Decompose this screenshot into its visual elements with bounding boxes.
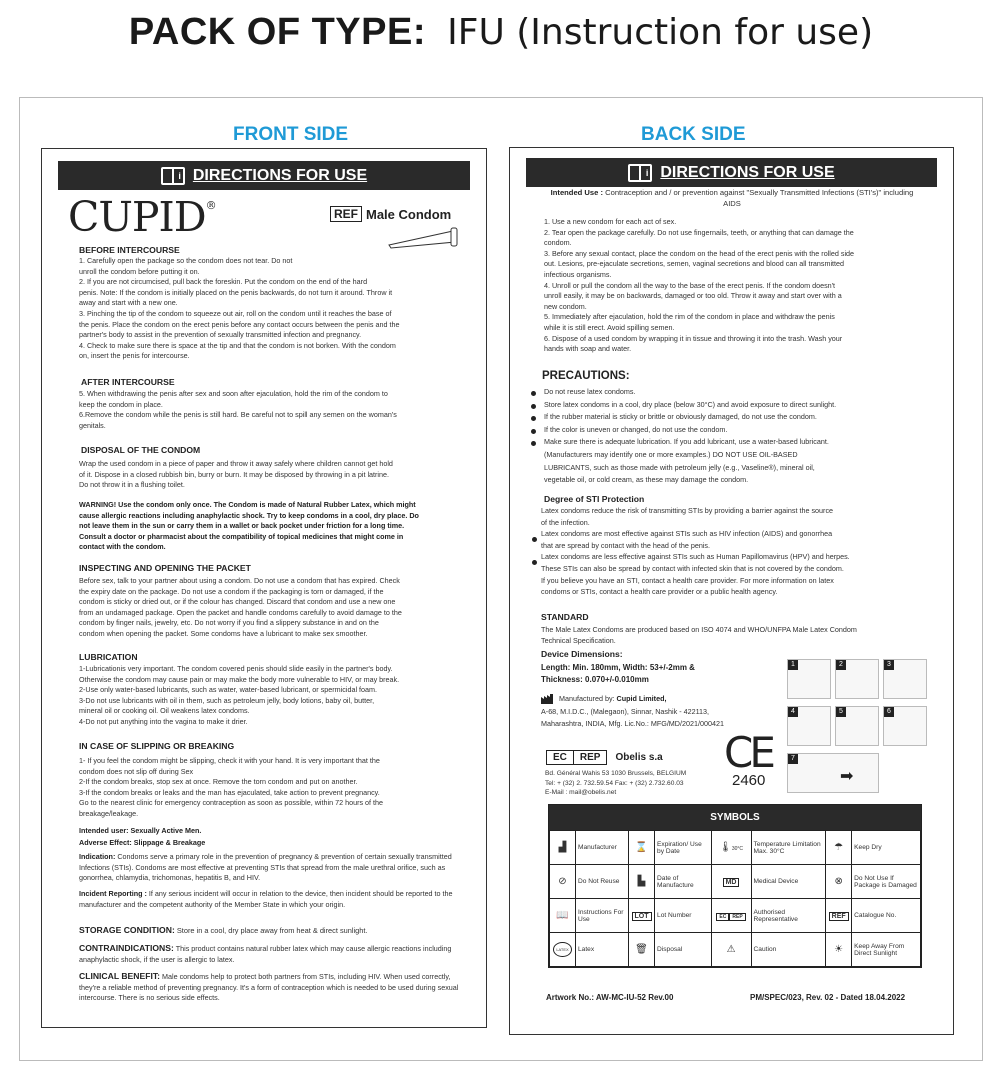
catalogue-icon	[826, 899, 852, 933]
slipping-heading: IN CASE OF SLIPPING OR BREAKING	[79, 741, 235, 751]
mfr-label: Manufactured by:	[559, 694, 615, 703]
step-figure-number: 2	[836, 660, 846, 670]
book-icon: i	[161, 167, 185, 185]
usage-steps	[544, 217, 854, 355]
ec-box: EC	[546, 750, 574, 765]
text-line: 1. Use a new condom for each act of sex.	[544, 217, 677, 226]
text-line: 1- If you feel the condom might be slipping, check it with your hand. It is very important that the	[79, 756, 380, 765]
indication-label: Indication:	[79, 852, 116, 861]
text-line: Latex condoms are less effective against STIs such as Human Papillomavirus (HPV) and herpes.	[541, 552, 850, 562]
warning-text	[79, 500, 419, 553]
spec-number: PM/SPEC/023, Rev. 02 - Dated 18.04.2022	[750, 993, 906, 1002]
before-text	[79, 256, 399, 362]
text-line: 1-Lubricationis very important. The condom covered penis should slide easily in the partner's body.	[79, 664, 393, 673]
mfr-name: Cupid Limited,	[616, 694, 667, 703]
instructions-icon: 📖	[550, 899, 576, 933]
do-not-reuse-icon: ⊘	[550, 865, 576, 899]
bullet	[531, 391, 536, 396]
text-line: condom does not slip off during Sex	[79, 766, 194, 776]
ec-rep-name: Obelis s.a	[615, 752, 663, 763]
contra-label: CONTRAINDICATIONS:	[79, 943, 174, 953]
notified-body-number: 2460	[732, 772, 766, 789]
artwork-number: Artwork No.: AW-MC-IU-52 Rev.00	[546, 993, 674, 1002]
step-figure-6	[883, 706, 927, 746]
adverse-effect: Adverse Effect: Slippage & Breakage	[79, 838, 206, 847]
text-line: 2. Tear open the package carefully. Do not use fingernails, teeth, or anything that can damage the	[544, 227, 854, 237]
text-line: WARNING! Use the condom only once. The Condom is made of Natural Rubber Latex, which might	[79, 500, 416, 509]
text-line: If the rubber material is sticky or brittle or obviously damaged, do not use the condom.	[544, 412, 817, 422]
standard-heading: STANDARD	[541, 612, 589, 622]
disposal-text	[79, 459, 393, 491]
ref-code: REF	[829, 912, 849, 921]
front-panel	[41, 148, 487, 1028]
text-line: Latex condoms are most effective against STIs such as HIV infection (AIDS) and gonorrhea	[541, 529, 833, 539]
back-side-label: BACK SIDE	[641, 124, 746, 145]
symbols-grid	[549, 830, 921, 967]
step-figure-4	[787, 706, 831, 746]
benefit-label: CLINICAL BENEFIT:	[79, 971, 161, 981]
text-line: The Male Latex Condoms are produced based on ISO 4074 and WHO/UNFPA Male Latex Condom	[541, 625, 857, 634]
step-figure-number: 4	[788, 707, 798, 717]
incident-label: Incident Reporting :	[79, 889, 147, 898]
text-line: 2-If the condom breaks, stop sex at once. Remove the torn condom and put on another.	[79, 777, 358, 787]
step-figure-5	[835, 706, 879, 746]
brand-logo	[68, 193, 216, 241]
text-line: 5. When withdrawing the penis after sex and soon after ejaculation, hold the rim of the condom to	[79, 389, 388, 398]
medical-device-icon	[711, 865, 751, 899]
bullet	[531, 441, 536, 446]
text-line: 4. Unroll or pull the condom all the way to the base of the erect penis. If the condom doesn't	[544, 280, 836, 290]
text-line: 2-Use only water-based lubricants, such as water, water-based lubricant, or spermicidal foam.	[79, 685, 378, 695]
storage	[79, 925, 367, 937]
directions-title-back: DIRECTIONS FOR USE	[660, 163, 835, 181]
symbol-label: Instructions For Use	[576, 899, 629, 933]
symbol-label: Latex	[576, 933, 629, 967]
inspect-text	[79, 576, 402, 640]
text-line: Technical Specification.	[541, 635, 616, 645]
latex-icon	[550, 933, 576, 967]
manufacturer-line	[559, 694, 666, 705]
text-line: away and start with a new one.	[79, 298, 178, 308]
text-line: 3-If the condom breaks or leaks and the man has ejaculated, take action to prevent pregnancy.	[79, 787, 380, 797]
bullet	[531, 404, 536, 409]
text-line: (Manufacturers may identify one or more examples.) DO NOT USE OIL-BASED	[544, 449, 798, 459]
indication-text: Condoms serve a primary role in the prevention of pregnancy & prevention of certain sexually transmitted Infections (STIs). Condoms are most effective at preventing STIs that spread from the male urethral orifice, such as gonorrhea, chlamydia, trichomonas, hepatitis B, and HIV.	[79, 852, 452, 883]
text-line: that are spread by contact with the head of the penis.	[541, 540, 711, 550]
lot-icon	[629, 899, 655, 933]
bullet	[532, 560, 537, 565]
intended-user: Intended user: Sexually Active Men.	[79, 826, 202, 835]
ec-code: EC	[716, 913, 729, 921]
slipping-text	[79, 756, 383, 820]
back-panel	[509, 147, 954, 1035]
damaged-package-icon: ⊗	[826, 865, 852, 899]
text-line: condom.	[544, 238, 572, 248]
benefit-text: Male condoms help to protect both partners from STIs, including HIV. When used correctly, they're a reliable method of preventing pregnancy. It's a form of contraception which is needed to be used during sexual intercourse. There is no serious side effects.	[79, 972, 459, 1003]
mfr-address	[541, 706, 724, 730]
text-line: infectious organisms.	[544, 269, 612, 279]
text-line: Thickness: 0.070+/-0.010mm	[541, 675, 649, 684]
symbol-label: Do Not Reuse	[576, 865, 629, 899]
symbol-label: Date of Manufacture	[655, 865, 712, 899]
symbol-label: Temperature Limitation Max. 30°C	[751, 831, 826, 865]
symbol-label: Keep Dry	[852, 831, 921, 865]
text-line: while it is still erect. Avoid spilling semen.	[544, 322, 675, 332]
incident	[79, 889, 469, 910]
authorised-rep-icon	[711, 899, 751, 933]
caution-icon: ⚠	[711, 933, 751, 967]
text-line: genitals.	[79, 420, 106, 430]
step-figure-3	[883, 659, 927, 699]
text-line: condoms or STIs, contact a health care provider or a public health agency.	[541, 587, 778, 597]
disposal-heading: DISPOSAL OF THE CONDOM	[81, 445, 201, 455]
symbol-label: Disposal	[655, 933, 712, 967]
ref-label	[330, 206, 451, 222]
symbol-label: Expiration/ Use by Date	[655, 831, 712, 865]
text-line: E-Mail : mail@obelis.net	[545, 789, 617, 796]
text-line: hands with soap and water.	[544, 344, 632, 354]
text-line: the penis. Place the condom on the erect penis before any contact occurs between the penis and the	[79, 319, 400, 329]
symbol-label: Authorised Representative	[751, 899, 826, 933]
text-line: Do not reuse latex condoms.	[544, 387, 636, 396]
bullet	[531, 416, 536, 421]
precautions-heading: PRECAUTIONS:	[542, 370, 630, 382]
page-title	[0, 6, 1002, 59]
text-line: vegetable oil, or cold cream, as these may damage the condom.	[544, 475, 749, 485]
before-heading: BEFORE INTERCOURSE	[79, 245, 180, 255]
sti-heading: Degree of STI Protection	[544, 494, 645, 504]
dimensions-text	[541, 662, 695, 686]
text-line: Make sure there is adequate lubrication. If you add lubricant, use a water-based lubricant.	[544, 437, 829, 447]
intended-label: Intended Use :	[550, 188, 603, 197]
text-line: keep the condom in place.	[79, 399, 163, 409]
text-line: mineral oil or cooking oil. Oil weakens latex condoms.	[79, 706, 250, 716]
step-figure-number: 3	[884, 660, 894, 670]
disposal-icon: 🗑	[629, 933, 655, 967]
directions-bar	[58, 161, 470, 190]
text-line: Length: Min. 180mm, Width: 53+/-2mm &	[541, 663, 695, 672]
text-line: new condom.	[544, 301, 587, 311]
text-line: 4. Check to make sure there is space at the tip and that the condom is not borken. With the condom	[79, 340, 396, 350]
text-line: not leave them in the sun or carry them in a wallet or back pocket under friction for a long time.	[79, 521, 405, 531]
clinical-benefit	[79, 971, 469, 1004]
title-rest: IFU (Instruction for use)	[447, 12, 874, 53]
storage-text: Store in a cool, dry place away from heat & direct sunlight.	[174, 926, 368, 935]
text-line: 3. Pinching the tip of the condom to squeeze out air, roll on the condom until it reaches the base of	[79, 308, 392, 318]
sti-text	[541, 505, 850, 598]
product-name: Male Condom	[366, 206, 452, 222]
front-side-label: FRONT SIDE	[233, 124, 349, 145]
text-line: cause allergic reactions including anaphylactic shock. Try to keep condoms in a cool, dry place. Do	[79, 510, 419, 520]
ec-rep-label	[546, 750, 663, 765]
standard-text	[541, 625, 857, 646]
incident-text: If any serious incident will occur in relation to the device, then incident should be reported to the manufacturer and the competent authority of the Member State in which your origin.	[79, 889, 453, 909]
directions-title: DIRECTIONS FOR USE	[192, 166, 368, 184]
manufacturer-symbol-icon: ▟	[550, 831, 576, 865]
text-line: If you believe you have an STI, contact a health care provider. For more information on latex	[541, 575, 834, 585]
manufacturer-icon	[540, 693, 554, 705]
text-line: 3-Do not use lubricants with oil in them, such as petroleum jelly, body lotions, baby oil, butter,	[79, 695, 375, 705]
condom-illustration	[385, 226, 465, 250]
text-line: 6.Remove the condom while the penis is still hard. Be careful not to spill any semen on the woman's	[79, 410, 397, 420]
step-figure-1	[787, 659, 831, 699]
arrow-right-icon: ➡	[840, 768, 854, 785]
text-line: Before sex, talk to your partner about using a condom. Do not use a condom that has expired. Check	[79, 576, 400, 585]
text-line: out. Lesions, pre-ejaculate secretions, semen, vaginal secretions and blood can all transmitted	[544, 259, 845, 269]
thermometer-icon: 🌡30°C	[711, 831, 751, 865]
text-line: 5. Immediately after ejaculation, hold the rim of the condom in place and withdraw the penis	[544, 312, 835, 322]
text-line: Tel: + (32) 2. 732.59.54 Fax: + (32) 2.732.60.03	[545, 779, 684, 787]
contraindications	[79, 943, 469, 965]
text-line: 1. Carefully open the package so the condom does not tear. Do not	[79, 256, 293, 265]
symbol-label: Lot Number	[655, 899, 712, 933]
text-line: Latex condoms reduce the risk of transmitting STIs by providing a barrier against the source	[541, 506, 834, 515]
inspect-heading: INSPECTING AND OPENING THE PACKET	[79, 563, 251, 573]
lubrication-text	[79, 664, 399, 728]
text-line: condom by finger nails, jewelry, etc. Do not worry if you find a slippery substance in and on the	[79, 618, 379, 628]
lubrication-heading: LUBRICATION	[79, 652, 138, 662]
md-code: MD	[723, 878, 740, 887]
rep-code: REP	[729, 913, 745, 921]
text-line: penis. Note: If the condom is initially placed on the penis backwards, do not turn it around. Throw it	[79, 287, 393, 297]
text-line: LUBRICANTS, such as those made with petroleum jelly (e.g., Vaseline®), mineral oil,	[544, 462, 815, 472]
indication	[79, 852, 469, 884]
text-line: Do not throw it in a flushing toilet.	[79, 480, 185, 490]
text-line: condom when opening the packet. Some condoms have a lubricant to make sex smoother.	[79, 628, 368, 638]
step-figure-number: 6	[884, 707, 894, 717]
bullet	[532, 537, 537, 542]
registered-mark: ®	[205, 199, 216, 212]
text-line: Consult a doctor or pharmacist about the compatibility of topical medicines that might come in	[79, 531, 404, 541]
text-line: from an undamaged package. Open the packet and handle condoms carefully to avoid damage to the	[79, 607, 402, 617]
text-line: on, insert the penis for intercourse.	[79, 351, 190, 361]
text-line: Bd. Général Wahis 53 1030 Brussels, BELGIUM	[545, 770, 687, 777]
title-bold: PACK OF TYPE:	[128, 11, 426, 53]
text-line: 4-Do not put anything into the vagina to make it drier.	[79, 716, 248, 726]
bullet	[531, 429, 536, 434]
text-line: Maharashtra, INDIA, Mfg. Lic.No.: MFG/MD/2021/000421	[541, 719, 724, 728]
symbols-table	[548, 804, 922, 968]
step-figure-2	[835, 659, 879, 699]
ec-address	[545, 769, 686, 798]
dimensions-heading: Device Dimensions:	[541, 649, 623, 659]
text-line: These STIs can also be spread by contact with infected skin that is not covered by the condom.	[541, 563, 844, 573]
contra-text: This product contains natural rubber latex which may cause allergic reactions including anaphylactic shock, if the user is allergic to latex.	[79, 944, 452, 964]
text-line: breakage/leakage.	[79, 808, 139, 818]
symbol-label: Manufacturer	[576, 831, 629, 865]
brand-name: CUPID	[68, 193, 206, 241]
storage-label: STORAGE CONDITION:	[79, 925, 175, 935]
text-line: 2. If you are not circumcised, pull back the foreskin. Put the condom on the end of the hard	[79, 277, 368, 287]
directions-bar-back	[526, 158, 937, 187]
symbol-label: Catalogue No.	[852, 899, 921, 933]
step-figure-7	[787, 753, 879, 793]
text-line: the expiry date on the package. Do not use a condom if the packaging is torn or damaged, if the	[79, 586, 384, 596]
text-line: 6. Dispose of a used condom by wrapping it in tissue and throwing it into the trash. Wash your	[544, 333, 843, 343]
text-line: partner's body to assist in the prevention of sexually transmitted infection and pregnancy.	[79, 330, 362, 340]
text-line: Otherwise the condom may cause pain or may make the body more vulnerable to HIV, or may break.	[79, 674, 400, 684]
ref-symbol: REF	[330, 206, 362, 222]
symbol-label: Do Not Use If Package is Damaged	[852, 865, 921, 899]
book-icon: i	[628, 164, 652, 182]
date-of-manufacture-icon: ▙	[629, 865, 655, 899]
umbrella-icon: ☂	[826, 831, 852, 865]
text-line: unroll easily, it may be on backwards, damaged or too old. Throw it away and start over with a	[544, 291, 842, 301]
hourglass-icon: ⌛	[629, 831, 655, 865]
text-line: contact with the condom.	[79, 542, 166, 552]
step-figure-number: 1	[788, 660, 798, 670]
step-figure-number: 5	[836, 707, 846, 717]
step-figure-number: 7	[788, 754, 798, 764]
temp-code: 30°C	[731, 846, 743, 852]
intended-text: Contraception and / or prevention against "Sexually Transmitted Infections (STI's)" including AIDS	[603, 188, 914, 208]
text-line: condom is sticky or dried out, or if the colour has changed. Discard that condom and use a new one	[79, 597, 396, 607]
rep-box: REP	[574, 750, 608, 765]
lot-code: LOT	[632, 912, 652, 921]
after-text	[79, 389, 397, 431]
ce-mark: CE	[724, 728, 772, 777]
after-heading: AFTER INTERCOURSE	[81, 377, 175, 387]
precautions-list	[544, 386, 836, 487]
intended-use	[542, 188, 922, 209]
text-line: Store latex condoms in a cool, dry place (below 30°C) and avoid exposure to direct sunlight.	[544, 399, 837, 409]
text-line: 3. Before any sexual contact, place the condom on the head of the erect penis with the rolled side	[544, 248, 855, 258]
text-line: of it. Dispose in a closed rubbish bin, burry or burn. It may be disposed by throwing in a pit latrine.	[79, 469, 390, 479]
sunlight-icon: ☀	[826, 933, 852, 967]
symbol-label: Keep Away From Direct Sunlight	[852, 933, 921, 967]
text-line: Wrap the used condom in a piece of paper and throw it away safely where children cannot get hold	[79, 459, 393, 468]
text-line: Go to the nearest clinic for emergency contraception as soon as possible, within 72 hours of the	[79, 798, 384, 808]
symbol-label: Medical Device	[751, 865, 826, 899]
text-line: If the color is uneven or changed, do not use the condom.	[544, 424, 728, 434]
text-line: of the infection.	[541, 517, 590, 527]
text-line: A-68, M.I.D.C., (Malegaon), Sinnar, Nashik - 422113,	[541, 707, 710, 716]
latex-code: LATEX	[553, 942, 571, 957]
symbol-label: Caution	[751, 933, 826, 967]
symbols-heading: SYMBOLS	[549, 805, 921, 830]
text-line: unroll the condom before putting it on.	[79, 266, 200, 276]
